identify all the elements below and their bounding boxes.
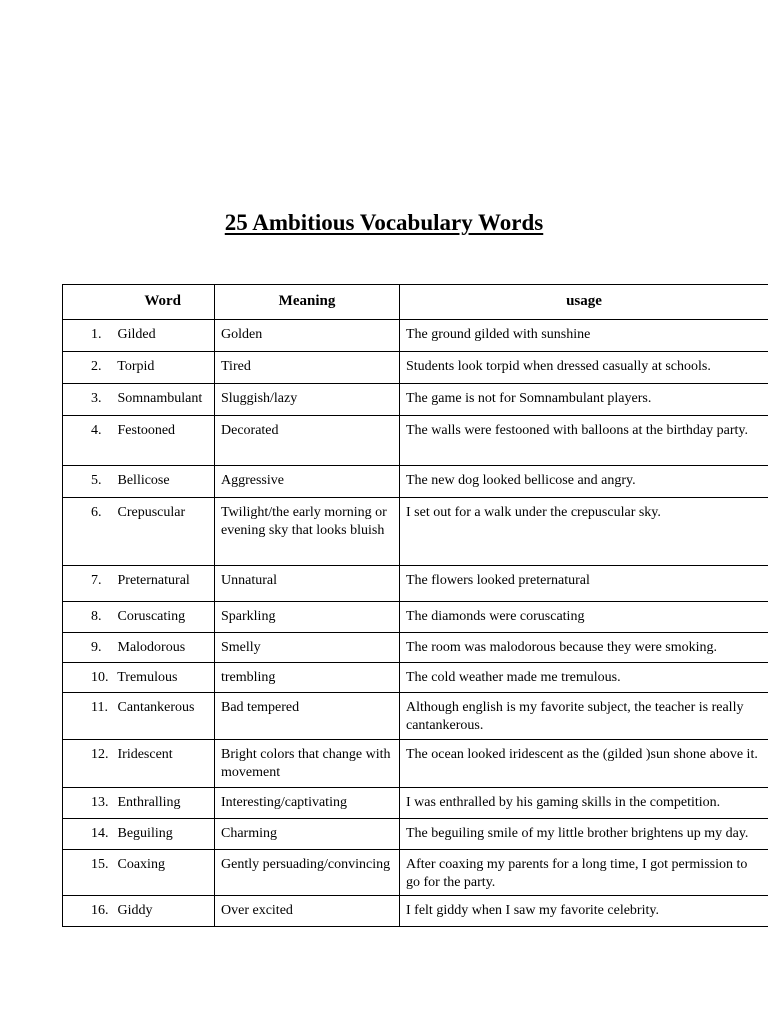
meaning-cell: Decorated [215, 416, 400, 466]
usage-cell: The new dog looked bellicose and angry. [400, 466, 768, 498]
usage-cell: I felt giddy when I saw my favorite celebrity. [400, 896, 768, 927]
word-cell [63, 819, 215, 850]
usage-cell: I was enthralled by his gaming skills in the competition. [400, 788, 768, 819]
vocab-word: Enthralling [117, 795, 181, 810]
word-cell [63, 633, 215, 663]
usage-cell: After coaxing my parents for a long time, I got permission to go for the party. [400, 850, 768, 896]
row-number: 16. [91, 903, 109, 918]
table-row [63, 416, 768, 466]
vocab-word: Bellicose [117, 473, 170, 488]
table-row [63, 384, 768, 416]
column-header-word: Word [63, 285, 215, 320]
meaning-cell: trembling [215, 663, 400, 693]
meaning-cell: Charming [215, 819, 400, 850]
row-number: 8. [91, 609, 102, 624]
word-cell [63, 740, 215, 788]
row-number: 6. [91, 505, 102, 520]
usage-cell: I set out for a walk under the crepuscular sky. [400, 498, 768, 566]
meaning-cell: Smelly [215, 633, 400, 663]
meaning-cell: Sluggish/lazy [215, 384, 400, 416]
vocab-word: Tremulous [117, 670, 178, 685]
vocab-word: Cantankerous [117, 700, 195, 715]
table-row [63, 896, 768, 927]
vocab-word: Malodorous [117, 640, 186, 655]
word-cell [63, 850, 215, 896]
word-cell [63, 384, 215, 416]
usage-cell: The game is not for Somnambulant players. [400, 384, 768, 416]
word-cell [63, 320, 215, 352]
meaning-cell: Aggressive [215, 466, 400, 498]
usage-cell: Although english is my favorite subject, the teacher is really cantankerous. [400, 693, 768, 740]
row-number: 15. [91, 857, 109, 872]
table-row [63, 633, 768, 663]
row-number: 12. [91, 747, 109, 762]
table-row [63, 566, 768, 602]
meaning-cell: Twilight/the early morning or evening sky that looks bluish [215, 498, 400, 566]
word-cell [63, 352, 215, 384]
column-header-usage: usage [400, 285, 768, 320]
word-cell [63, 498, 215, 566]
usage-cell: The walls were festooned with balloons at the birthday party. [400, 416, 768, 466]
meaning-cell: Bright colors that change with movement [215, 740, 400, 788]
table-row [63, 663, 768, 693]
table-body [63, 320, 768, 927]
table-row [63, 320, 768, 352]
row-number: 14. [91, 826, 109, 841]
row-number: 11. [91, 700, 108, 715]
vocab-word: Preternatural [117, 573, 190, 588]
row-number: 5. [91, 473, 102, 488]
meaning-cell: Golden [215, 320, 400, 352]
table-row [63, 602, 768, 633]
table-row [63, 498, 768, 566]
usage-cell: The beguiling smile of my little brother brightens up my day. [400, 819, 768, 850]
vocab-word: Crepuscular [117, 505, 186, 520]
usage-cell: The flowers looked preternatural [400, 566, 768, 602]
usage-cell: Students look torpid when dressed casually at schools. [400, 352, 768, 384]
usage-cell: The diamonds were coruscating [400, 602, 768, 633]
usage-cell: The room was malodorous because they were smoking. [400, 633, 768, 663]
table-row [63, 740, 768, 788]
table-row [63, 693, 768, 740]
meaning-cell: Unnatural [215, 566, 400, 602]
row-number: 3. [91, 391, 102, 406]
meaning-cell: Interesting/captivating [215, 788, 400, 819]
table-row [63, 850, 768, 896]
row-number: 10. [91, 670, 109, 685]
column-header-meaning: Meaning [215, 285, 400, 320]
word-cell [63, 416, 215, 466]
row-number: 4. [91, 423, 102, 438]
word-cell [63, 896, 215, 927]
row-number: 7. [91, 573, 102, 588]
vocab-word: Coaxing [117, 857, 165, 872]
vocab-word: Iridescent [117, 747, 173, 762]
word-cell [63, 566, 215, 602]
meaning-cell: Over excited [215, 896, 400, 927]
meaning-cell: Bad tempered [215, 693, 400, 740]
vocab-word: Torpid [117, 359, 155, 374]
word-cell [63, 788, 215, 819]
word-cell [63, 602, 215, 633]
vocab-word: Giddy [117, 903, 153, 918]
usage-cell: The cold weather made me tremulous. [400, 663, 768, 693]
row-number: 2. [91, 359, 102, 374]
table-row [63, 819, 768, 850]
vocab-word: Somnambulant [117, 391, 203, 406]
row-number: 1. [91, 327, 102, 342]
vocab-word: Beguiling [117, 826, 173, 841]
table-row [63, 352, 768, 384]
vocab-word: Coruscating [117, 609, 186, 624]
row-number: 13. [91, 795, 109, 810]
vocab-word: Gilded [117, 327, 156, 342]
word-cell [63, 663, 215, 693]
table-row [63, 466, 768, 498]
usage-cell: The ocean looked iridescent as the (gilded )sun shone above it. [400, 740, 768, 788]
word-cell [63, 466, 215, 498]
word-cell [63, 693, 215, 740]
vocab-word: Festooned [117, 423, 176, 438]
meaning-cell: Tired [215, 352, 400, 384]
meaning-cell: Gently persuading/convincing [215, 850, 400, 896]
usage-cell: The ground gilded with sunshine [400, 320, 768, 352]
meaning-cell: Sparkling [215, 602, 400, 633]
vocabulary-table [62, 284, 768, 927]
table-row [63, 788, 768, 819]
table-header-row [63, 285, 768, 320]
row-number: 9. [91, 640, 102, 655]
document-title: 25 Ambitious Vocabulary Words [224, 210, 544, 235]
